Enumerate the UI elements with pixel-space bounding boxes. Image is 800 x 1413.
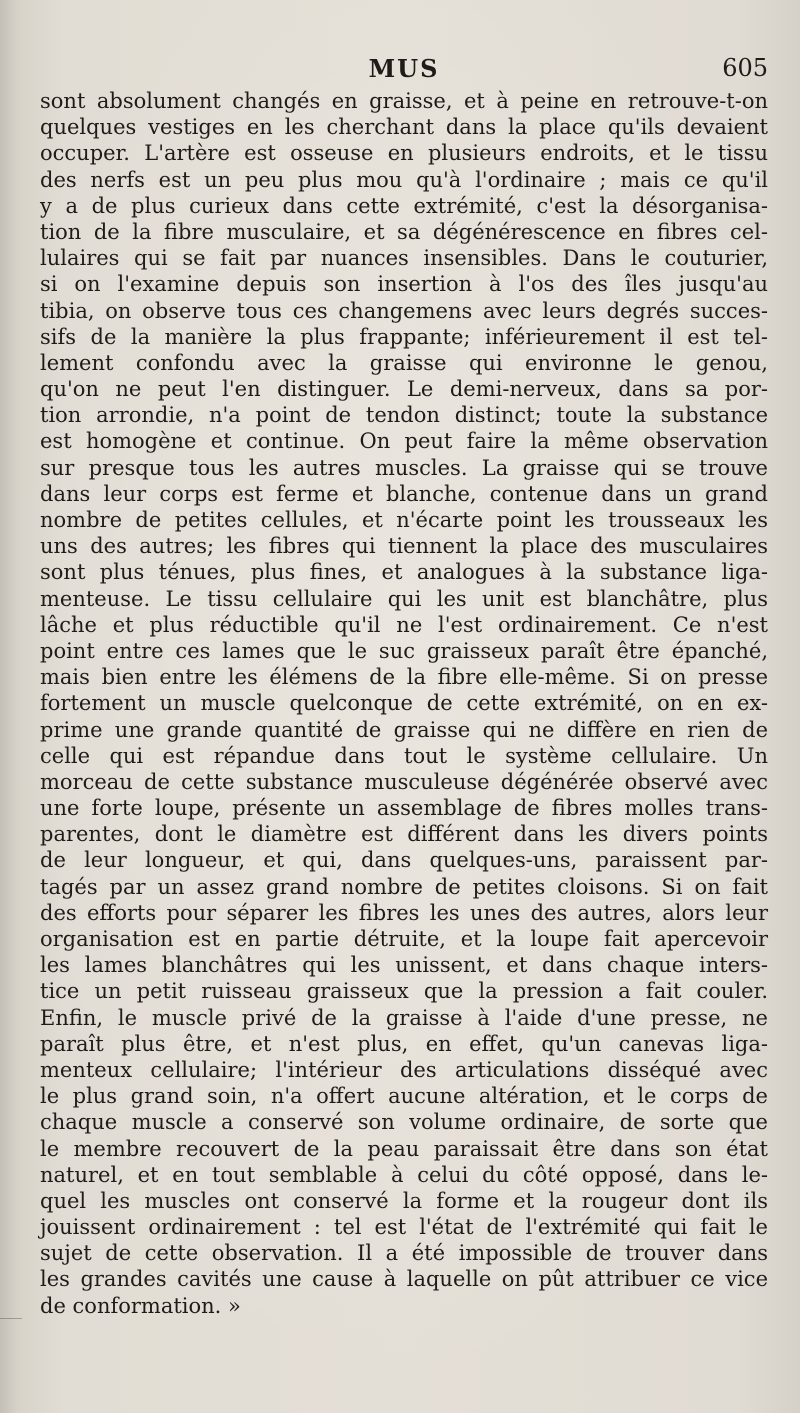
text-line: organisation est en partie détruite, et la loupe fait apercevoir bbox=[40, 927, 768, 951]
text-line: menteuse. Le tissu cellulaire qui les unit est blanchâtre, plus bbox=[40, 586, 768, 611]
text-line: les lames blanchâtres qui les unissent, et dans chaque inters- bbox=[40, 953, 768, 978]
text-line: le membre recouvert de la peau paraissait être dans son état bbox=[40, 1136, 768, 1161]
text-line: des nerfs est un peu plus mou qu'à l'ordinaire ; mais ce qu'il bbox=[40, 167, 768, 192]
text-line: quel les muscles ont conservé la forme et la rougeur dont ils bbox=[40, 1188, 768, 1213]
text-line: sur presque tous les autres muscles. La graisse qui se trouve bbox=[40, 455, 768, 480]
text-line-last: de conformation. » bbox=[40, 1293, 241, 1318]
text-line: uns des autres; les fibres qui tiennent la place des musculaires bbox=[40, 534, 768, 559]
body-text bbox=[40, 88, 768, 1319]
text-line: sifs de la manière la plus frappante; inférieurement il est tel- bbox=[40, 324, 768, 349]
text-line: jouissent ordinairement : tel est l'état de l'extrémité qui fait le bbox=[40, 1215, 768, 1240]
text-line: le plus grand soin, n'a offert aucune altération, et le corps de bbox=[40, 1084, 768, 1109]
text-line: tibia, on observe tous ces changemens avec leurs degrés succes- bbox=[40, 298, 768, 323]
text-line: paraît plus être, et n'est plus, en effet, qu'un canevas liga- bbox=[40, 1031, 768, 1056]
text-line: morceau de cette substance musculeuse dégénérée observé avec bbox=[40, 769, 768, 794]
text-line: des efforts pour séparer les fibres les unes des autres, alors leur bbox=[40, 900, 768, 925]
text-line: qu'on ne peut l'en distinguer. Le demi-nerveux, dans sa por- bbox=[40, 377, 768, 402]
text-line: lâche et plus réductible qu'il ne l'est ordinairement. Ce n'est bbox=[40, 612, 768, 637]
text-line: point entre ces lames que le suc graisseux paraît être épanché, bbox=[40, 638, 768, 663]
text-line: occuper. L'artère est osseuse en plusieurs endroits, et le tissu bbox=[40, 141, 768, 166]
text-line: menteux cellulaire; l'intérieur des articulations disséqué avec bbox=[40, 1057, 768, 1082]
text-line: sont absolument changés en graisse, et à peine en retrouve-t-on bbox=[40, 89, 768, 113]
text-line: quelques vestiges en les cherchant dans la place qu'ils devaient bbox=[40, 115, 768, 140]
text-line: fortement un muscle quelconque de cette extrémité, on en ex- bbox=[40, 691, 768, 716]
text-line: tagés par un assez grand nombre de petites cloisons. Si on fait bbox=[40, 874, 768, 899]
text-line: sujet de cette observation. Il a été impossible de trouver dans bbox=[40, 1241, 768, 1266]
text-line: tion de la fibre musculaire, et sa dégénérescence en fibres cel- bbox=[40, 219, 768, 244]
text-line: tion arrondie, n'a point de tendon distinct; toute la substance bbox=[40, 403, 768, 428]
text-line: lulaires qui se fait par nuances insensibles. Dans le couturier, bbox=[40, 246, 768, 271]
text-line: une forte loupe, présente un assemblage de fibres molles trans- bbox=[40, 796, 768, 821]
text-line: est homogène et continue. On peut faire la même observation bbox=[40, 429, 768, 454]
text-line: naturel, et en tout semblable à celui du côté opposé, dans le- bbox=[40, 1162, 768, 1187]
page-edge-shadow bbox=[0, 0, 18, 1413]
text-line: mais bien entre les élémens de la fibre elle-même. Si on presse bbox=[40, 665, 768, 690]
margin-mark bbox=[0, 1318, 22, 1319]
text-line: lement confondu avec la graisse qui environne le genou, bbox=[40, 350, 768, 375]
text-line: Enfin, le muscle privé de la graisse à l'aide d'une presse, ne bbox=[40, 1005, 768, 1030]
text-line: dans leur corps est ferme et blanche, contenue dans un grand bbox=[40, 481, 768, 506]
text-line: les grandes cavités une cause à laquelle on pût attribuer ce vice bbox=[40, 1267, 768, 1292]
text-line: de leur longueur, et qui, dans quelques-uns, paraissent par- bbox=[40, 848, 768, 873]
text-line: si on l'examine depuis son insertion à l'os des îles jusqu'au bbox=[40, 272, 768, 297]
text-line: prime une grande quantité de graisse qui ne diffère en rien de bbox=[40, 717, 768, 742]
text-line: tice un petit ruisseau graisseux que la pression a fait couler. bbox=[40, 979, 768, 1004]
text-line: y a de plus curieux dans cette extrémité, c'est la désorganisa- bbox=[40, 193, 768, 218]
running-head bbox=[40, 54, 768, 84]
running-head-title: MUS bbox=[368, 54, 440, 83]
text-line: parentes, dont le diamètre est différent dans les divers points bbox=[40, 822, 768, 847]
text-line: sont plus ténues, plus fines, et analogues à la substance liga- bbox=[40, 560, 768, 585]
text-line: nombre de petites cellules, et n'écarte point les trousseaux les bbox=[40, 508, 768, 532]
page-number: 605 bbox=[722, 54, 768, 82]
text-line: chaque muscle a conservé son volume ordinaire, de sorte que bbox=[40, 1110, 768, 1135]
text-line: celle qui est répandue dans tout le système cellulaire. Un bbox=[40, 743, 768, 768]
